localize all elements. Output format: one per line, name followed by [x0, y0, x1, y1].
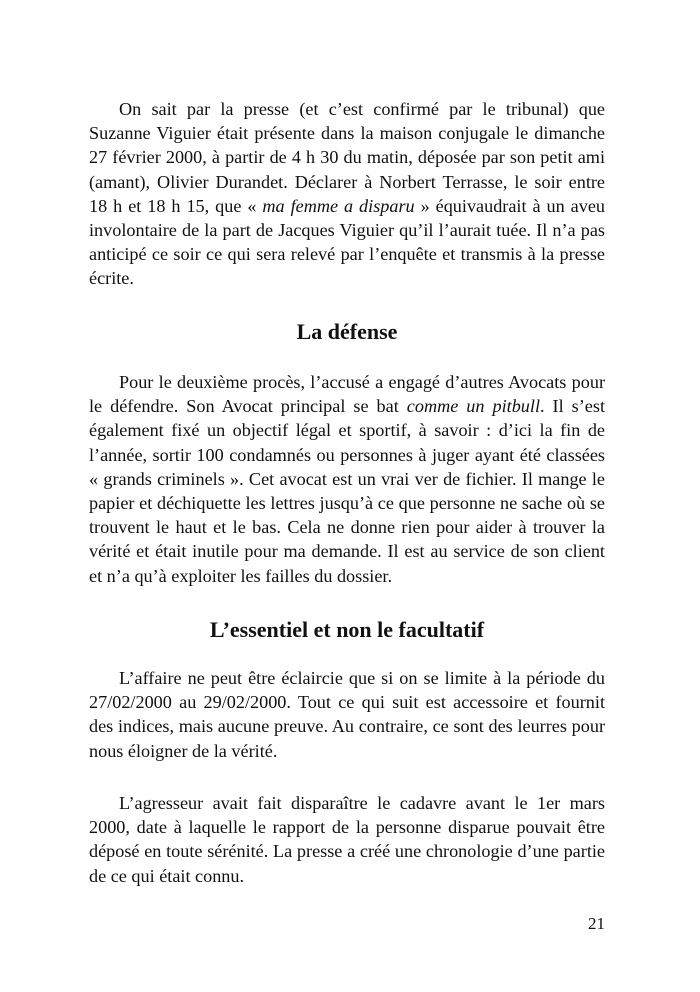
- paragraph-agresseur: L’agresseur avait fait disparaître le cadavre avant le 1er mars 2000, date à laquelle le rapport de la personne disparue pouvait être déposé en toute sérénité. La presse a créé une chronologie d’une partie de ce qui était connu.: [89, 793, 605, 886]
- paragraph-text: . Il s’est également fixé un objectif légal et sportif, à savoir : d’ici la fin de l’année, sortir 100 condamnés ou personnes à juger ayant été classées « grands criminels ». Cet avocat est un vrai ver de fichier. Il mange le papier et déchiquette les lettres jusqu’à ce que personne ne sache où se trouvent le haut et le bas. Cela ne donne rien pour aider à trouver la vérité et était inutile pour ma demande. Il est au service de son client et n’a qu’à exploiter les failles du dossier.: [89, 396, 606, 586]
- paragraph-text: On sait par la presse (et c’est confirmé par le tribunal) que Suzanne Viguier était présente dans la maison conjugale le dimanche 27 février 2000, à partir de 4 h 30 du matin, déposée par son petit ami (amant), Olivier Durandet. Déclarer à Norbert Terrasse, le soir entre 18 h et 18 h 15, que «: [89, 99, 605, 216]
- section-heading-defense: La défense: [296, 319, 398, 344]
- italic-quote: ma femme a disparu: [262, 195, 415, 216]
- paragraph-viguier-presence: [89, 97, 605, 291]
- paragraph-periode: L’affaire ne peut être éclaircie que si on se limite à la période du 27/02/2000 au 29/02/2000. Tout ce qui suit est accessoire et fournit des indices, mais aucune preuve. Au contraire, ce sont des leurres pour nous éloigner de la vérité.: [89, 668, 605, 761]
- section-heading-essentiel: L’essentiel et non le facultatif: [209, 617, 485, 642]
- paragraph-defense: [89, 370, 605, 588]
- italic-phrase: comme un pitbull: [406, 396, 540, 417]
- page-number: 21: [588, 914, 605, 933]
- paragraph-text: Pour le deuxième procès, l’accusé a engagé d’autres Avocats pour le défendre. Son Avocat principal se bat: [89, 372, 605, 417]
- paragraph-text: » équivaudrait à un aveu involontaire de la part de Jacques Viguier qu’il l’aurait tuée. Il n’a pas anticipé ce soir ce qui sera relevé par l’enquête et transmis à la presse écrite.: [89, 195, 605, 289]
